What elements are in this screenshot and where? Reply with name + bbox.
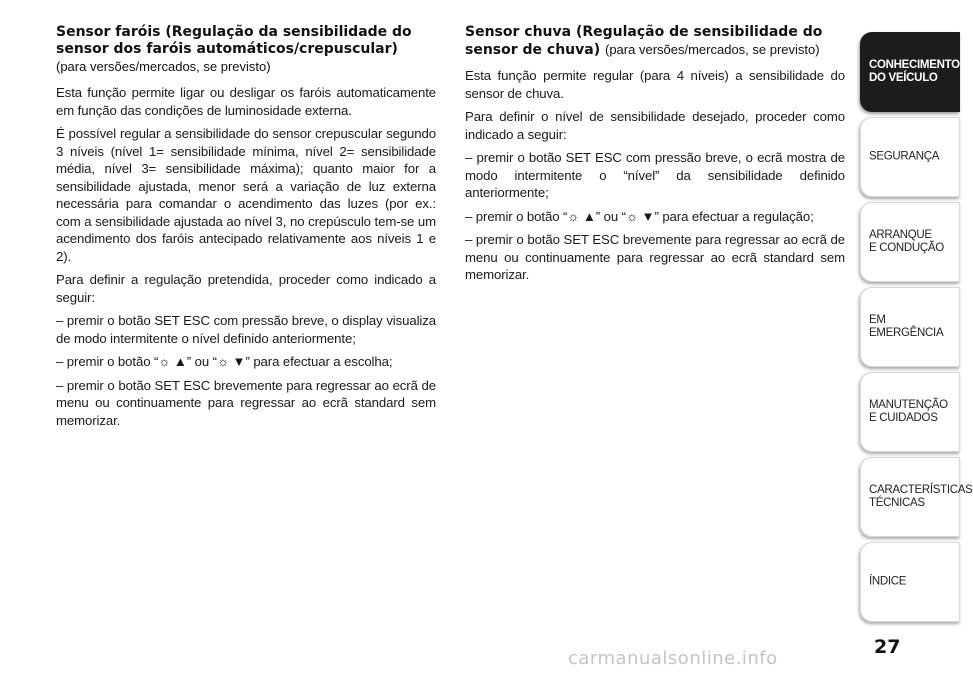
- chapter-tabs: [860, 32, 973, 627]
- right-paragraph-5: – premir o botão SET ESC brevemente para regressar ao ecrã de menu ou continuamente para regressar ao ecrã standard sem memorizar.: [465, 232, 845, 282]
- left-paragraph-3: Para definir a regulação pretendida, proceder como indicado a seguir:: [56, 272, 436, 305]
- right-section-title: [465, 24, 845, 59]
- tab-arranque-e-conducao[interactable]: [860, 202, 960, 282]
- tab-label: CARACTERÍSTICAS TÉCNICAS: [869, 484, 973, 509]
- left-paragraph-2: É possível regular a sensibilidade do sensor crepuscular segundo 3 níveis (nível 1= sensibilidade mínima, nível 2= sensibilidade média, nível 3= sensibilidade máxima); quanto maior for a sensibilidade ajustada, menor será a variação de luz externa necessária para comandar o acendimento das luzes (por ex.: com a sensibilidade ajustada ao nível 3, no crepúsculo tem-se um acendimento dos faróis antecipado relativamente aos níveis 1 e 2).: [56, 126, 436, 264]
- left-paragraph-1: Esta função permite ligar ou desligar os faróis automaticamente em função das condições de luminosidade externa.: [56, 85, 436, 118]
- left-title-text: Sensor faróis (Regulação da sensibilidade do sensor dos faróis automáticos/crepuscular): [56, 24, 412, 57]
- left-section-title: [56, 24, 436, 76]
- right-column: [465, 24, 845, 284]
- tab-label: ÍNDICE: [869, 575, 907, 588]
- left-paragraph-4: – premir o botão SET ESC com pressão breve, o display visualiza de modo intermitente o nível definido anteriormente;: [56, 313, 436, 346]
- tab-label: EM EMERGÊNCIA: [869, 314, 944, 339]
- watermark: carmanualsonline.info: [568, 648, 778, 669]
- tab-label: MANUTENÇÃO E CUIDADOS: [869, 399, 948, 424]
- tab-label: ARRANQUE E CONDUÇÃO: [869, 229, 944, 254]
- left-paragraph-5: – premir o botão “☼ ▲” ou “☼ ▼” para efectuar a escolha;: [56, 354, 393, 369]
- tab-em-emergencia[interactable]: [860, 287, 960, 367]
- left-note: (para versões/mercados, se previsto): [56, 59, 271, 74]
- tab-label: CONHECIMENTO DO VEÍCULO: [869, 59, 960, 84]
- tab-manutencao-e-cuidados[interactable]: [860, 372, 960, 452]
- tab-seguranca[interactable]: [860, 117, 960, 197]
- right-paragraph-4: – premir o botão “☼ ▲” ou “☼ ▼” para efectuar a regulação;: [465, 208, 814, 224]
- page-number: 27: [874, 636, 901, 658]
- right-paragraph-3: – premir o botão SET ESC com pressão breve, o ecrã mostra de modo intermitente o “nível” da sensibilidade definido anteriormente;: [465, 150, 845, 200]
- right-paragraph-2: Para definir o nível de sensibilidade desejado, proceder como indicado a seguir:: [465, 109, 845, 142]
- left-column: [56, 24, 436, 429]
- right-note: (para versões/mercados, se previsto): [605, 42, 820, 57]
- tab-caracteristicas-tecnicas[interactable]: [860, 457, 973, 537]
- right-title-text: Sensor chuva (Regulação de sensibilidade do sensor de chuva): [465, 24, 823, 58]
- right-paragraph-1: Esta função permite regular (para 4 níveis) a sensibilidade do sensor de chuva.: [465, 68, 845, 101]
- tab-conhecimento-do-veiculo[interactable]: [860, 32, 960, 112]
- tab-indice[interactable]: [860, 542, 960, 622]
- tab-label: SEGURANÇA: [869, 150, 940, 163]
- left-paragraph-6: – premir o botão SET ESC brevemente para regressar ao ecrã de menu ou continuamente para regressar ao ecrã standard sem memorizar.: [56, 377, 436, 428]
